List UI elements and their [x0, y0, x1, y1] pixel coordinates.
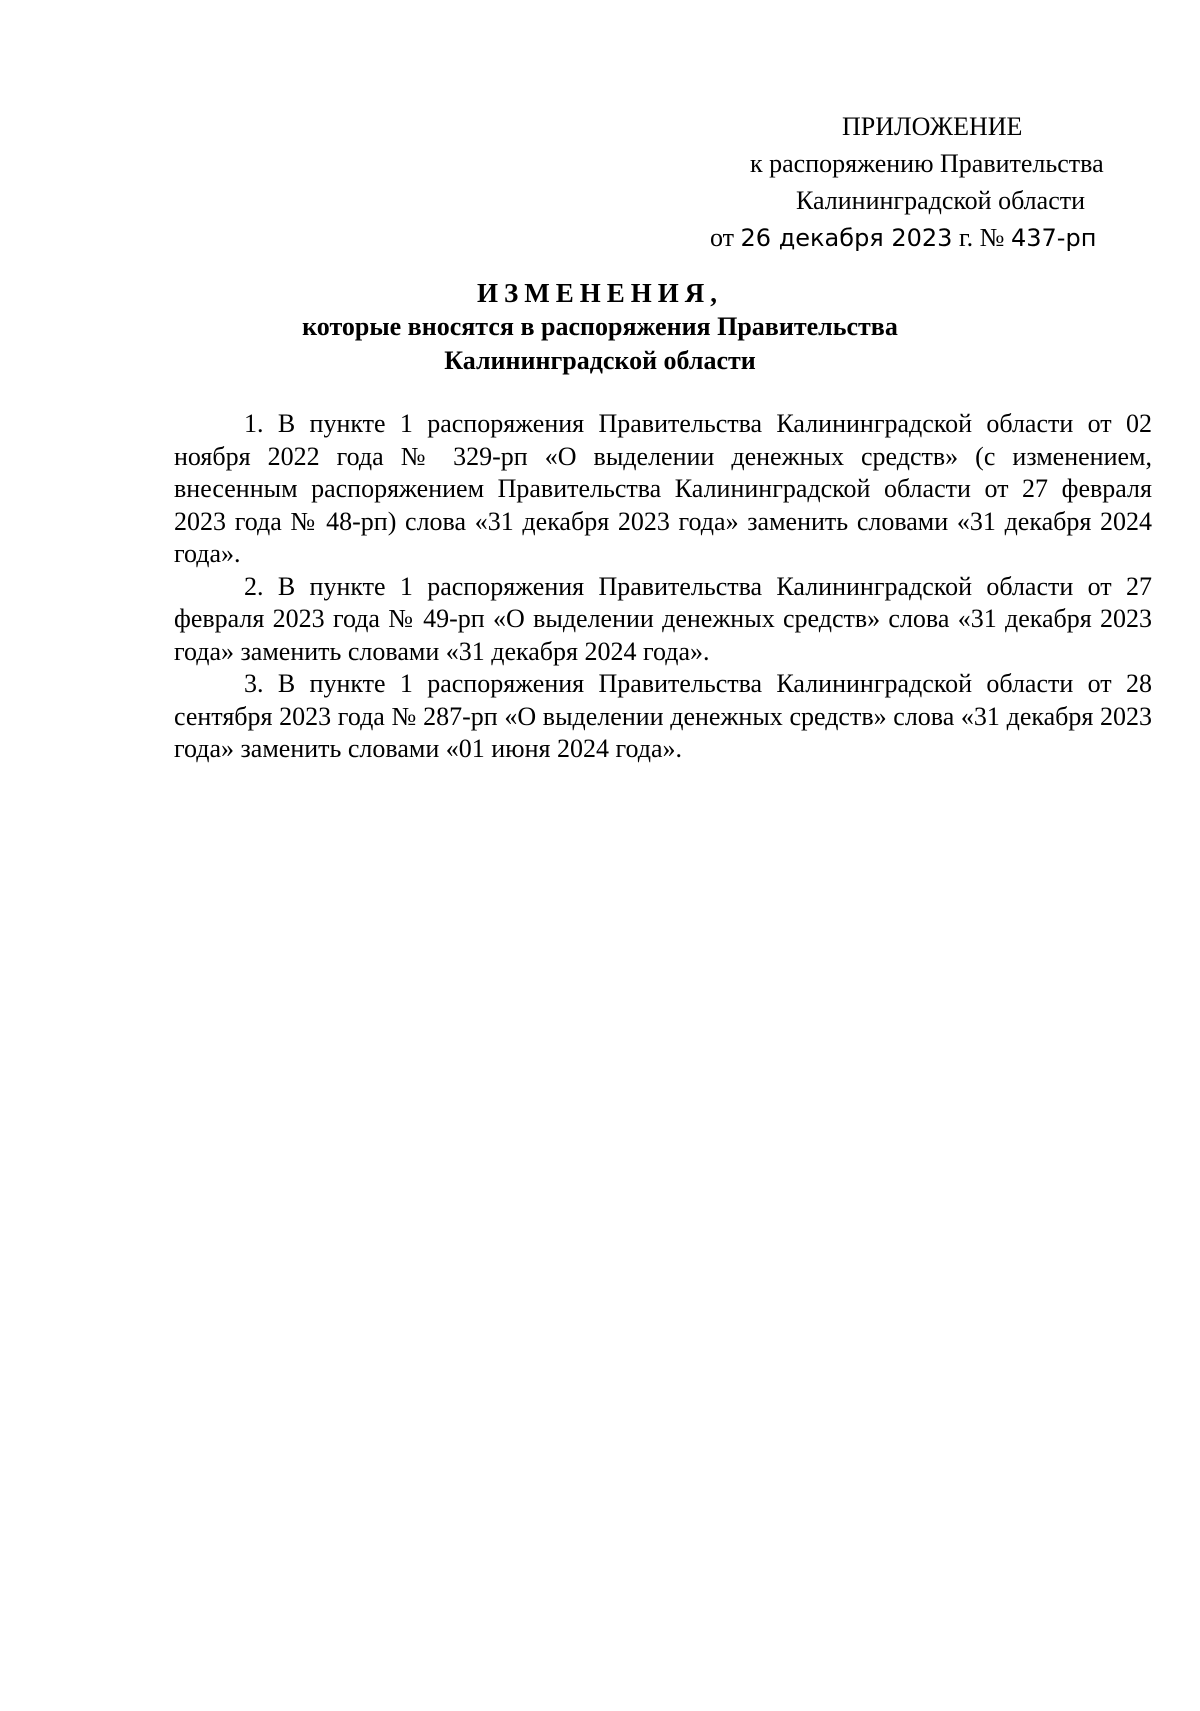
appendix-number: 437-рп — [1011, 224, 1097, 252]
appendix-date-prefix: от — [710, 223, 741, 252]
document-subtitle-line2: Калининградской области — [444, 346, 756, 375]
document-subtitle-line1: которые вносятся в распоряжения Правительства — [302, 312, 898, 341]
amendment-item-2: 2. В пункте 1 распоряжения Правительства Калининградской области от 27 февраля 2023 года № 49-рп «О выделении денежных средств» слова «31 декабря 2023 года» заменить словами «31 декабря 2024 года». — [174, 571, 1152, 666]
appendix-date: 26 декабря 2023 — [740, 224, 953, 252]
appendix-region-line: Калининградской области — [796, 186, 1086, 215]
appendix-block — [690, 108, 1150, 257]
document-title: ИЗМЕНЕНИЯ, — [476, 278, 723, 308]
document-body — [174, 408, 1152, 766]
appendix-number-prefix: г. № — [952, 223, 1011, 252]
document-heading — [160, 276, 1040, 378]
amendment-item-3: 3. В пункте 1 распоряжения Правительства Калининградской области от 28 сентября 2023 года № 287-рп «О выделении денежных средств» слова «31 декабря 2023 года» заменить словами «01 июня 2024 года». — [174, 669, 1152, 763]
appendix-date-line — [690, 219, 1150, 257]
appendix-title: ПРИЛОЖЕНИЕ — [842, 112, 1023, 141]
appendix-reference-line: к распоряжению Правительства — [750, 149, 1104, 178]
amendment-item-1: 1. В пункте 1 распоряжения Правительства Калининградской области от 02 ноября 2022 года № 329-рп «О выделении денежных средств» (с изменением, внесенным распоряжением Правительства Калининградской области от 27 февраля 2023 года № 48-рп) слова «31 декабря 2023 года» заменить словами «31 декабря 2024 года». — [174, 409, 1152, 568]
